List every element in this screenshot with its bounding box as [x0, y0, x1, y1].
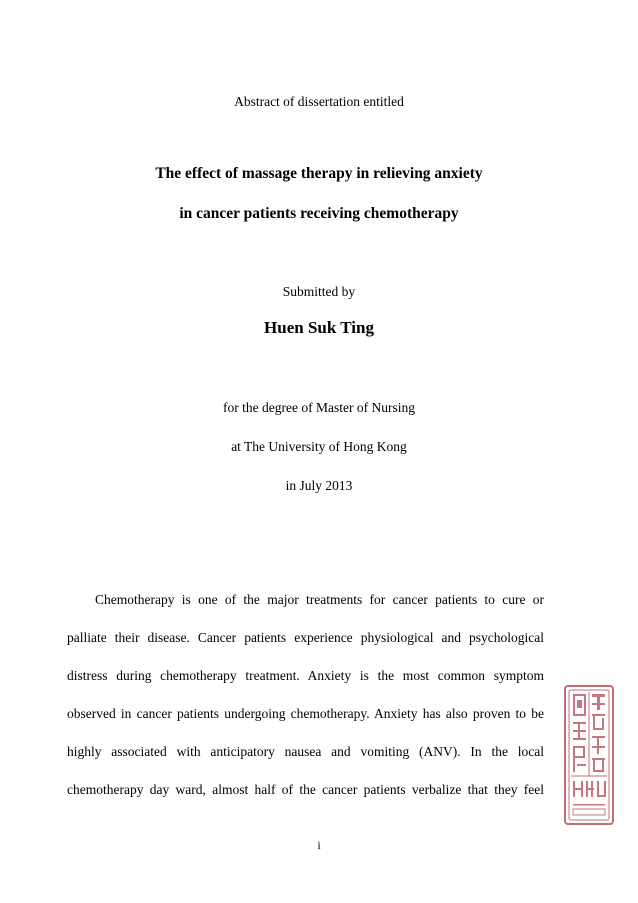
dissertation-title-line-2: in cancer patients receiving chemotherapy: [179, 205, 459, 222]
abstract-intro: Abstract of dissertation entitled: [234, 94, 404, 109]
author-name: Huen Suk Ting: [264, 318, 374, 337]
degree-line: for the degree of Master of Nursing: [223, 400, 415, 415]
university-line: at The University of Hong Kong: [231, 439, 407, 454]
abstract-line: distress during chemotherapy treatment. Anxiety is the most common symptom: [67, 668, 544, 683]
abstract-line: highly associated with anticipatory nausea and vomiting (ANV). In the local: [67, 744, 544, 759]
abstract-line: palliate their disease. Cancer patients experience physiological and psychological: [67, 630, 544, 645]
abstract-line: Chemotherapy is one of the major treatments for cancer patients to cure or: [95, 592, 544, 607]
submitted-by-label: Submitted by: [282, 284, 356, 299]
abstract-line: chemotherapy day ward, almost half of the cancer patients verbalize that they feel: [67, 782, 544, 797]
dissertation-title-line-1: The effect of massage therapy in relieving anxiety: [155, 165, 483, 182]
hku-libraries-stamp: [563, 684, 615, 826]
abstract-line: observed in cancer patients undergoing chemotherapy. Anxiety has also proven to be: [67, 706, 544, 721]
page-number: i: [317, 838, 321, 852]
date-line: in July 2013: [285, 478, 353, 493]
